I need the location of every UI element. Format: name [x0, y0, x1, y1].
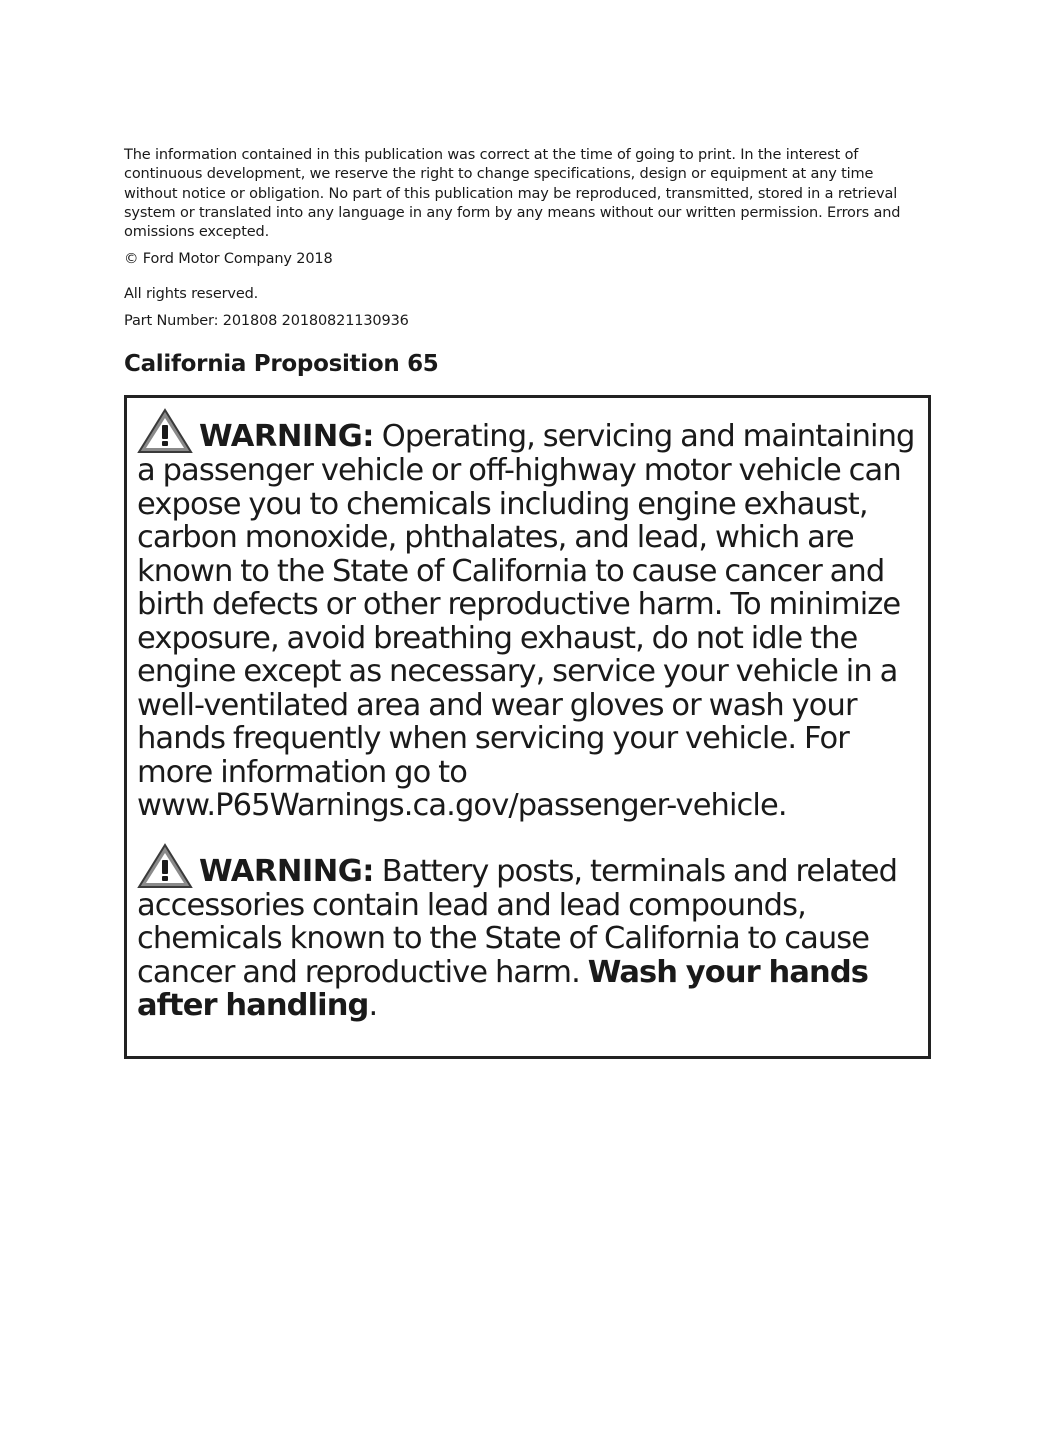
battery-warning-end: .	[368, 988, 378, 1024]
exhaust-warning	[137, 408, 920, 823]
battery-warning	[137, 843, 920, 1023]
section-heading: California Proposition 65	[124, 351, 439, 378]
publication-disclaimer: The information contained in this publication was correct at the time of going to print. In the interest of continuous development, we reserve the right to change specifications, design or equipment at any time without notice or obligation. No part of this publication may be reproduced, transmitted, stored in a retrieval system or translated into any language in any form by any means without our written permission. Errors and omissions excepted.	[124, 147, 901, 241]
rights-notice: All rights reserved.	[124, 286, 259, 303]
copyright-notice: © Ford Motor Company 2018	[124, 251, 333, 268]
proposition-65-warning-box	[124, 395, 931, 1059]
exhaust-warning-text: Operating, servicing and maintaining a passenger vehicle or off-highway motor vehicle can expose you to chemicals including engine exhaust, carbon monoxide, phthalates, and lead, which are known to the State of California to cause cancer and birth defects or other reproductive harm. To minimize exposure, avoid breathing exhaust, do not idle the engine except as necessary, service your vehicle in a well-ventilated area and wear gloves or wash your hands frequently when servicing your vehicle. For more information go to www.P65Warnings.ca.gov/passenger-vehicle.	[137, 419, 915, 824]
wash-hands-emphasis: Wash your hands after handling	[137, 954, 869, 1024]
document-page	[124, 146, 931, 1059]
warning-triangle-icon	[137, 408, 193, 454]
warning-label: WARNING:	[199, 853, 374, 889]
part-number: Part Number: 201808 20180821130936	[124, 313, 409, 330]
warning-label: WARNING:	[199, 419, 374, 455]
battery-warning-text: Battery posts, terminals and related accessories contain lead and lead compounds, chemicals known to the State of California to cause cancer and reproductive harm.	[137, 853, 898, 990]
warning-triangle-icon	[137, 843, 193, 889]
